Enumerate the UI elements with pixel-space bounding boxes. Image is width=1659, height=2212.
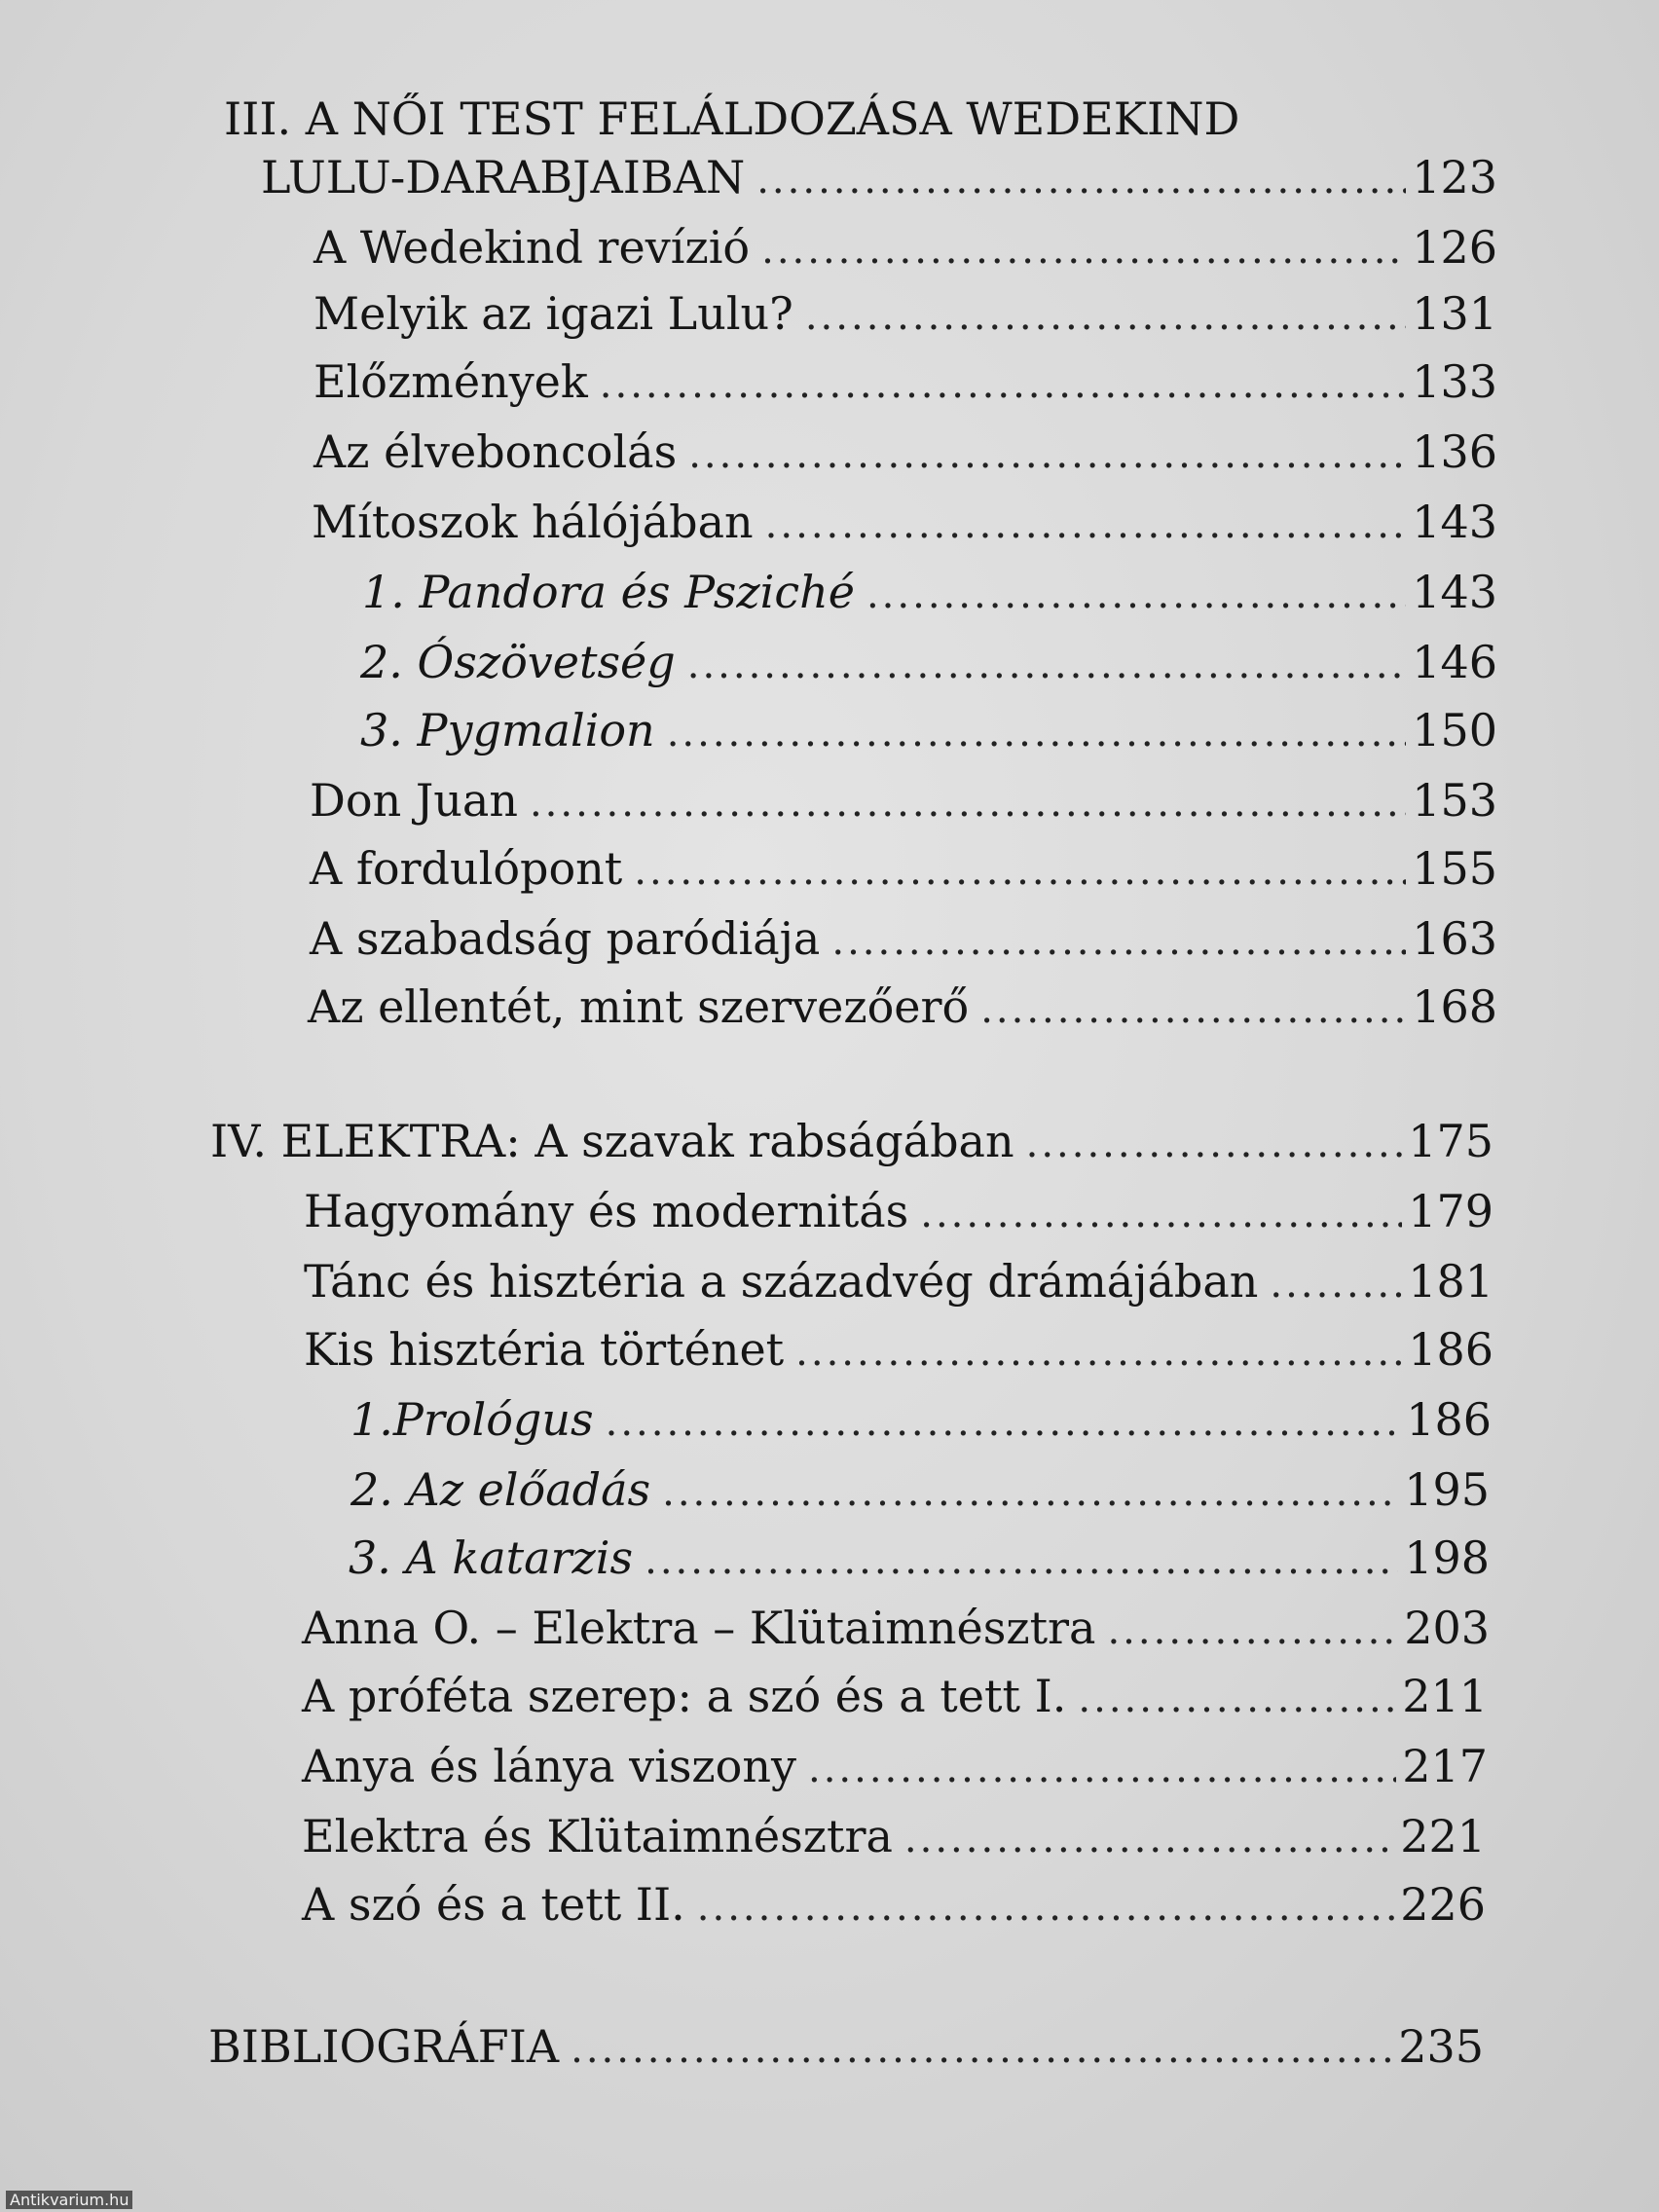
toc-entry-page: 155 (1412, 842, 1497, 895)
toc-entry-page: 211 (1402, 1670, 1488, 1722)
leader-dots (761, 221, 1406, 279)
toc-entry-title: Az élveboncolás (313, 425, 678, 478)
leader-dots (687, 636, 1406, 694)
toc-entry-title: 1.Prológus (350, 1393, 594, 1446)
toc-entry (302, 1875, 1486, 1934)
toc-entry-title: BIBLIOGRÁFIA (208, 2020, 560, 2073)
toc-entry (313, 218, 1497, 276)
toc-subentry (360, 701, 1497, 759)
toc-entry-page: 146 (1412, 636, 1497, 688)
toc-entry-title: Hagyomány és modernitás (304, 1185, 909, 1237)
toc-entry-page: 133 (1412, 355, 1497, 408)
toc-entry-title: Az ellentét, mint szervezőerő (308, 980, 970, 1033)
chapter-heading-iii (261, 148, 1497, 206)
toc-entry-page: 126 (1412, 221, 1497, 274)
leader-dots (1026, 1115, 1403, 1173)
toc-entry (302, 1599, 1490, 1657)
bibliography-entry (208, 2017, 1484, 2076)
leader-dots (634, 842, 1406, 901)
toc-entry-page: 179 (1408, 1185, 1493, 1237)
toc-entry-page: 168 (1412, 980, 1497, 1033)
toc-entry (304, 1320, 1493, 1379)
toc-entry (310, 771, 1497, 830)
toc-entry-page: 143 (1412, 566, 1497, 618)
toc-entry-page: 235 (1398, 2020, 1484, 2073)
toc-entry-title: Don Juan (310, 774, 518, 827)
leader-dots (808, 1740, 1396, 1798)
toc-entry-title: 2. Ószövetség (360, 636, 676, 688)
toc-entry-page: 195 (1404, 1463, 1490, 1516)
toc-entry (304, 1182, 1493, 1240)
toc-entry-page: 181 (1408, 1255, 1493, 1308)
leader-dots (688, 425, 1406, 484)
toc-entry-page: 198 (1404, 1531, 1490, 1584)
toc-entry-page: 203 (1404, 1602, 1490, 1654)
toc-entry-title: Melyik az igazi Lulu? (313, 287, 793, 340)
toc-entry-page: 175 (1408, 1115, 1493, 1167)
toc-entry-title: A Wedekind revízió (313, 221, 751, 274)
toc-entry-title: A szó és a tett II. (302, 1878, 685, 1931)
toc-subentry (362, 563, 1497, 621)
toc-entry (312, 493, 1497, 551)
watermark: Antikvarium.hu (6, 2191, 132, 2209)
chapter-heading-iv (210, 1112, 1493, 1170)
toc-entry-title: 3. Pygmalion (360, 704, 655, 756)
toc-entry-title: 1. Pandora és Psziché (362, 566, 855, 618)
leader-dots (645, 1531, 1398, 1590)
toc-entry (313, 352, 1497, 411)
toc-entry (304, 1252, 1493, 1310)
toc-entry-page: 153 (1412, 774, 1497, 827)
leader-dots (1107, 1602, 1398, 1660)
toc-entry (310, 839, 1497, 898)
leader-dots (904, 1810, 1394, 1868)
toc-entry-title: LULU-DARABJAIBAN (261, 151, 746, 203)
toc-entry-title: Tánc és hisztéria a századvég drámájában (304, 1255, 1259, 1308)
toc-entry (302, 1807, 1486, 1865)
toc-entry (302, 1737, 1488, 1795)
toc-entry (313, 423, 1497, 481)
toc-entry (313, 284, 1497, 343)
leader-dots (1270, 1255, 1402, 1313)
toc-subentry (350, 1460, 1490, 1519)
leader-dots (662, 1463, 1398, 1522)
toc-entry-title: Anya és lánya viszony (302, 1740, 796, 1792)
leader-dots (530, 774, 1406, 832)
toc-entry-page: 186 (1406, 1393, 1492, 1446)
toc-entry (308, 977, 1497, 1036)
leader-dots (980, 980, 1406, 1039)
toc-entry-page: 123 (1412, 151, 1497, 203)
toc-entry-page: 131 (1412, 287, 1497, 340)
toc-entry-page: 217 (1402, 1740, 1488, 1792)
leader-dots (606, 1393, 1401, 1452)
toc-entry-title: Elektra és Klütaimnésztra (302, 1810, 893, 1862)
toc-entry-title: Mítoszok hálójában (312, 496, 754, 548)
toc-entry (310, 909, 1497, 968)
chapter-heading-iii-line1: III. A NŐI TEST FELÁLDOZÁSA WEDEKIND (224, 92, 1240, 145)
toc-entry-title: IV. ELEKTRA: A szavak rabságában (210, 1115, 1014, 1167)
leader-dots (600, 355, 1406, 414)
leader-dots (697, 1878, 1394, 1936)
toc-entry (302, 1667, 1488, 1725)
leader-dots (831, 912, 1406, 971)
toc-entry-title: 3. A katarzis (349, 1531, 634, 1584)
toc-entry-title: A fordulópont (310, 842, 623, 895)
toc-entry-page: 186 (1408, 1323, 1493, 1376)
leader-dots (866, 566, 1406, 624)
leader-dots (756, 151, 1406, 209)
toc-entry-page: 136 (1412, 425, 1497, 478)
toc-entry-title: Kis hisztéria történet (304, 1323, 785, 1376)
toc-entry-page: 150 (1412, 704, 1497, 756)
toc-subentry (350, 1390, 1492, 1449)
toc-subentry (349, 1529, 1490, 1587)
toc-entry-title: A próféta szerep: a szó és a tett I. (302, 1670, 1067, 1722)
leader-dots (765, 496, 1407, 554)
toc-entry-page: 221 (1400, 1810, 1486, 1862)
toc-entry-title: Anna O. – Elektra – Klütaimnésztra (302, 1602, 1096, 1654)
toc-entry-title: A szabadság paródiája (310, 912, 821, 965)
leader-dots (667, 704, 1407, 762)
toc-subentry (360, 633, 1497, 691)
toc-entry-page: 143 (1412, 496, 1497, 548)
toc-entry-title: 2. Az előadás (350, 1463, 651, 1516)
toc-entry-page: 226 (1400, 1878, 1486, 1931)
leader-dots (920, 1185, 1402, 1243)
toc-entry-page: 163 (1412, 912, 1497, 965)
leader-dots (571, 2020, 1392, 2079)
leader-dots (805, 287, 1406, 346)
toc-entry-title: Előzmények (313, 355, 588, 408)
leader-dots (1078, 1670, 1396, 1728)
leader-dots (795, 1323, 1402, 1382)
